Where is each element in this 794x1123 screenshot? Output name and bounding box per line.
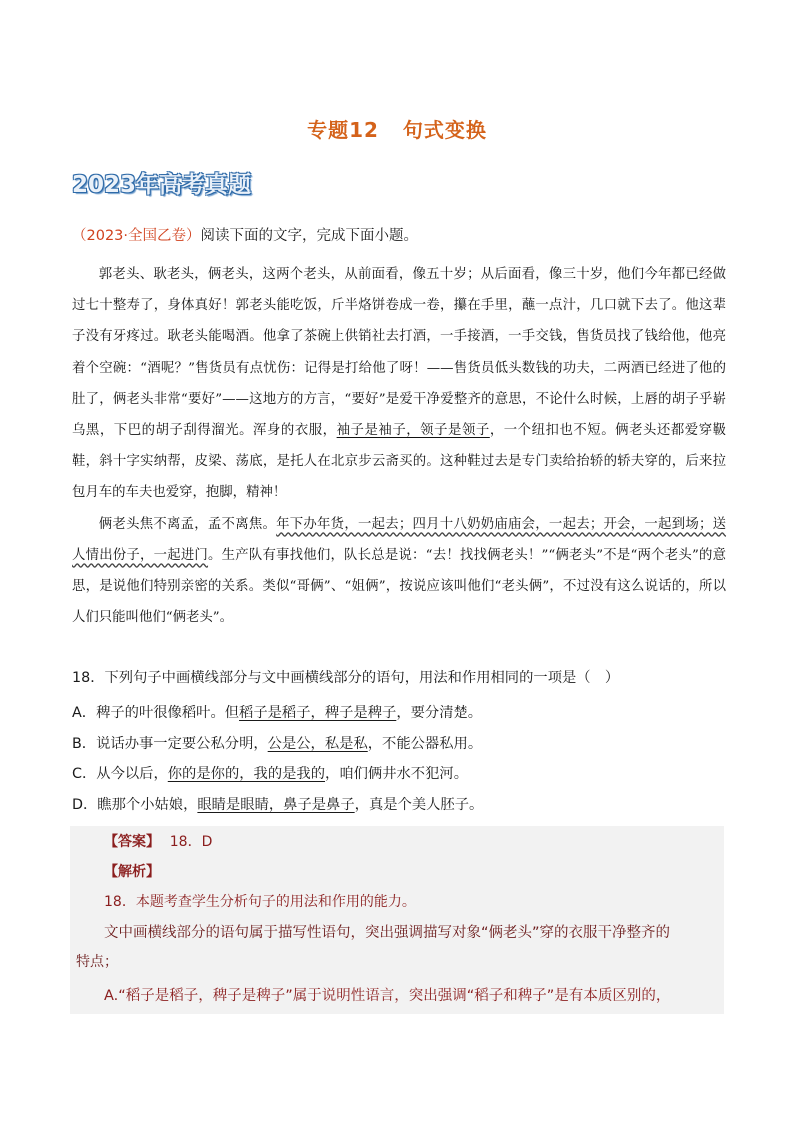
option-underlined: 眼睛是眼睛，鼻子是鼻子 <box>197 796 355 813</box>
option-c <box>72 764 726 784</box>
option-b <box>72 734 726 754</box>
option-d <box>72 795 726 815</box>
option-text: ，咱们俩井水不犯河。 <box>325 766 468 782</box>
option-text: ，不能公器私用。 <box>367 735 483 752</box>
option-text: A．稗子的叶很像稻叶。但 <box>72 705 240 721</box>
analysis-line-3: 特点； <box>76 954 118 970</box>
exam-source-tag: （2023·全国乙卷） <box>72 228 201 244</box>
page-title <box>0 114 794 143</box>
analysis-line-4: A.“稻子是稻子，稗子是稗子”属于说明性语言，突出强调“稻子和稗子”是有本质区别的， <box>104 988 671 1004</box>
question-stem: 18．下列句子中画横线部分与文中画横线部分的语句，用法和作用相同的一项是（ ） <box>72 670 620 686</box>
analysis-label: 【解析】 <box>104 864 160 880</box>
option-text: ，要分清楚。 <box>396 705 483 721</box>
question-18 <box>72 668 726 825</box>
answer-value: 18．D <box>169 834 213 850</box>
option-text: ，真是个美人胚子。 <box>354 796 484 813</box>
passage-text: ，一个纽扣也不短。俩老头还都爱穿靸鞋，斜十字实纳帮，皮梁、荡底，是托人在北京步云斋买的。这种鞋过去是专门卖给抬轿的轿夫穿的，后来拉包月车的车夫也爱穿，抱脚，精神！ <box>72 423 727 501</box>
passage-paragraph-2 <box>72 509 726 634</box>
underlined-sentence: 袖子是袖子，领子是领子 <box>336 423 490 439</box>
option-underlined: 你的是你的，我的是我的 <box>167 766 326 782</box>
reading-passage <box>72 259 726 633</box>
title-topic-name: 句式变换 <box>402 118 487 142</box>
passage-text: 郭老头、耿老头，俩老头，这两个老头，从前面看，像五十岁；从后面看，像三十岁，他们今年都已经做过七十整寿了，身体真好！郭老头能吃饭，斤半烙饼卷成一卷，攥在手里，蘸一点汁，几口就下去了。他这辈子没有牙疼过。耿老头能喝酒。他拿了茶碗上供销社去打酒，一手接酒，一手交钱，售货员找了钱给他，他亮着个空碗：“酒呢？”售货员有点忧伤：记得是打给他了呀！——售货员低头数钱的功夫，二两酒已经进了他的肚了，俩老头非常“要好”——这地方的方言，“要好”是爱干净爱整齐的意思，不论什么时候，上唇的胡子乎崭乌黑，下巴的胡子刮得溜光。浑身的衣服， <box>72 267 726 439</box>
title-topic-number: 专题12 <box>307 118 379 142</box>
passage-text: 。生产队有事找他们，队长总是说：“去！找找俩老头！”“俩老头”不是“两个老头”的意思，是说他们特别亲密的关系。类似“哥俩”、“姐俩”，按说应该叫他们“老头俩”，不过没有这么说话的，所以人们只能叫他们“俩老头”。 <box>72 547 727 626</box>
option-text: D．瞧那个小姑娘， <box>72 796 198 813</box>
wavy-underlined-sentence: 年下办年货，一起去；四月十八奶奶庙庙会，一起去；开会，一起到场；送人情出份子，一起进门 <box>72 516 727 563</box>
section-heading: 2023年高考真题 <box>72 172 252 198</box>
option-text: B．说话办事一定要公私分明， <box>72 735 268 752</box>
passage-text: 俩老头焦不离孟，孟不离焦。 <box>98 516 277 532</box>
answer-line <box>104 831 212 851</box>
option-underlined: 稻子是稻子，稗子是稗子 <box>239 705 397 721</box>
option-a <box>72 703 726 723</box>
question-source-line <box>72 224 418 245</box>
answer-analysis-box <box>70 826 724 1014</box>
answer-label: 【答案】 <box>104 834 160 850</box>
option-underlined: 公是公，私是私 <box>267 735 368 752</box>
reading-instruction: 阅读下面的文字，完成下面小题。 <box>200 228 419 244</box>
passage-paragraph-1 <box>72 259 726 509</box>
analysis-line-1: 18．本题考查学生分析句子的用法和作用的能力。 <box>104 894 416 910</box>
analysis-line-2: 文中画横线部分的语句属于描写性语句，突出强调描写对象“俩老头”穿的衣服干净整齐的 <box>104 925 671 941</box>
option-text: C．从今以后， <box>72 766 168 782</box>
